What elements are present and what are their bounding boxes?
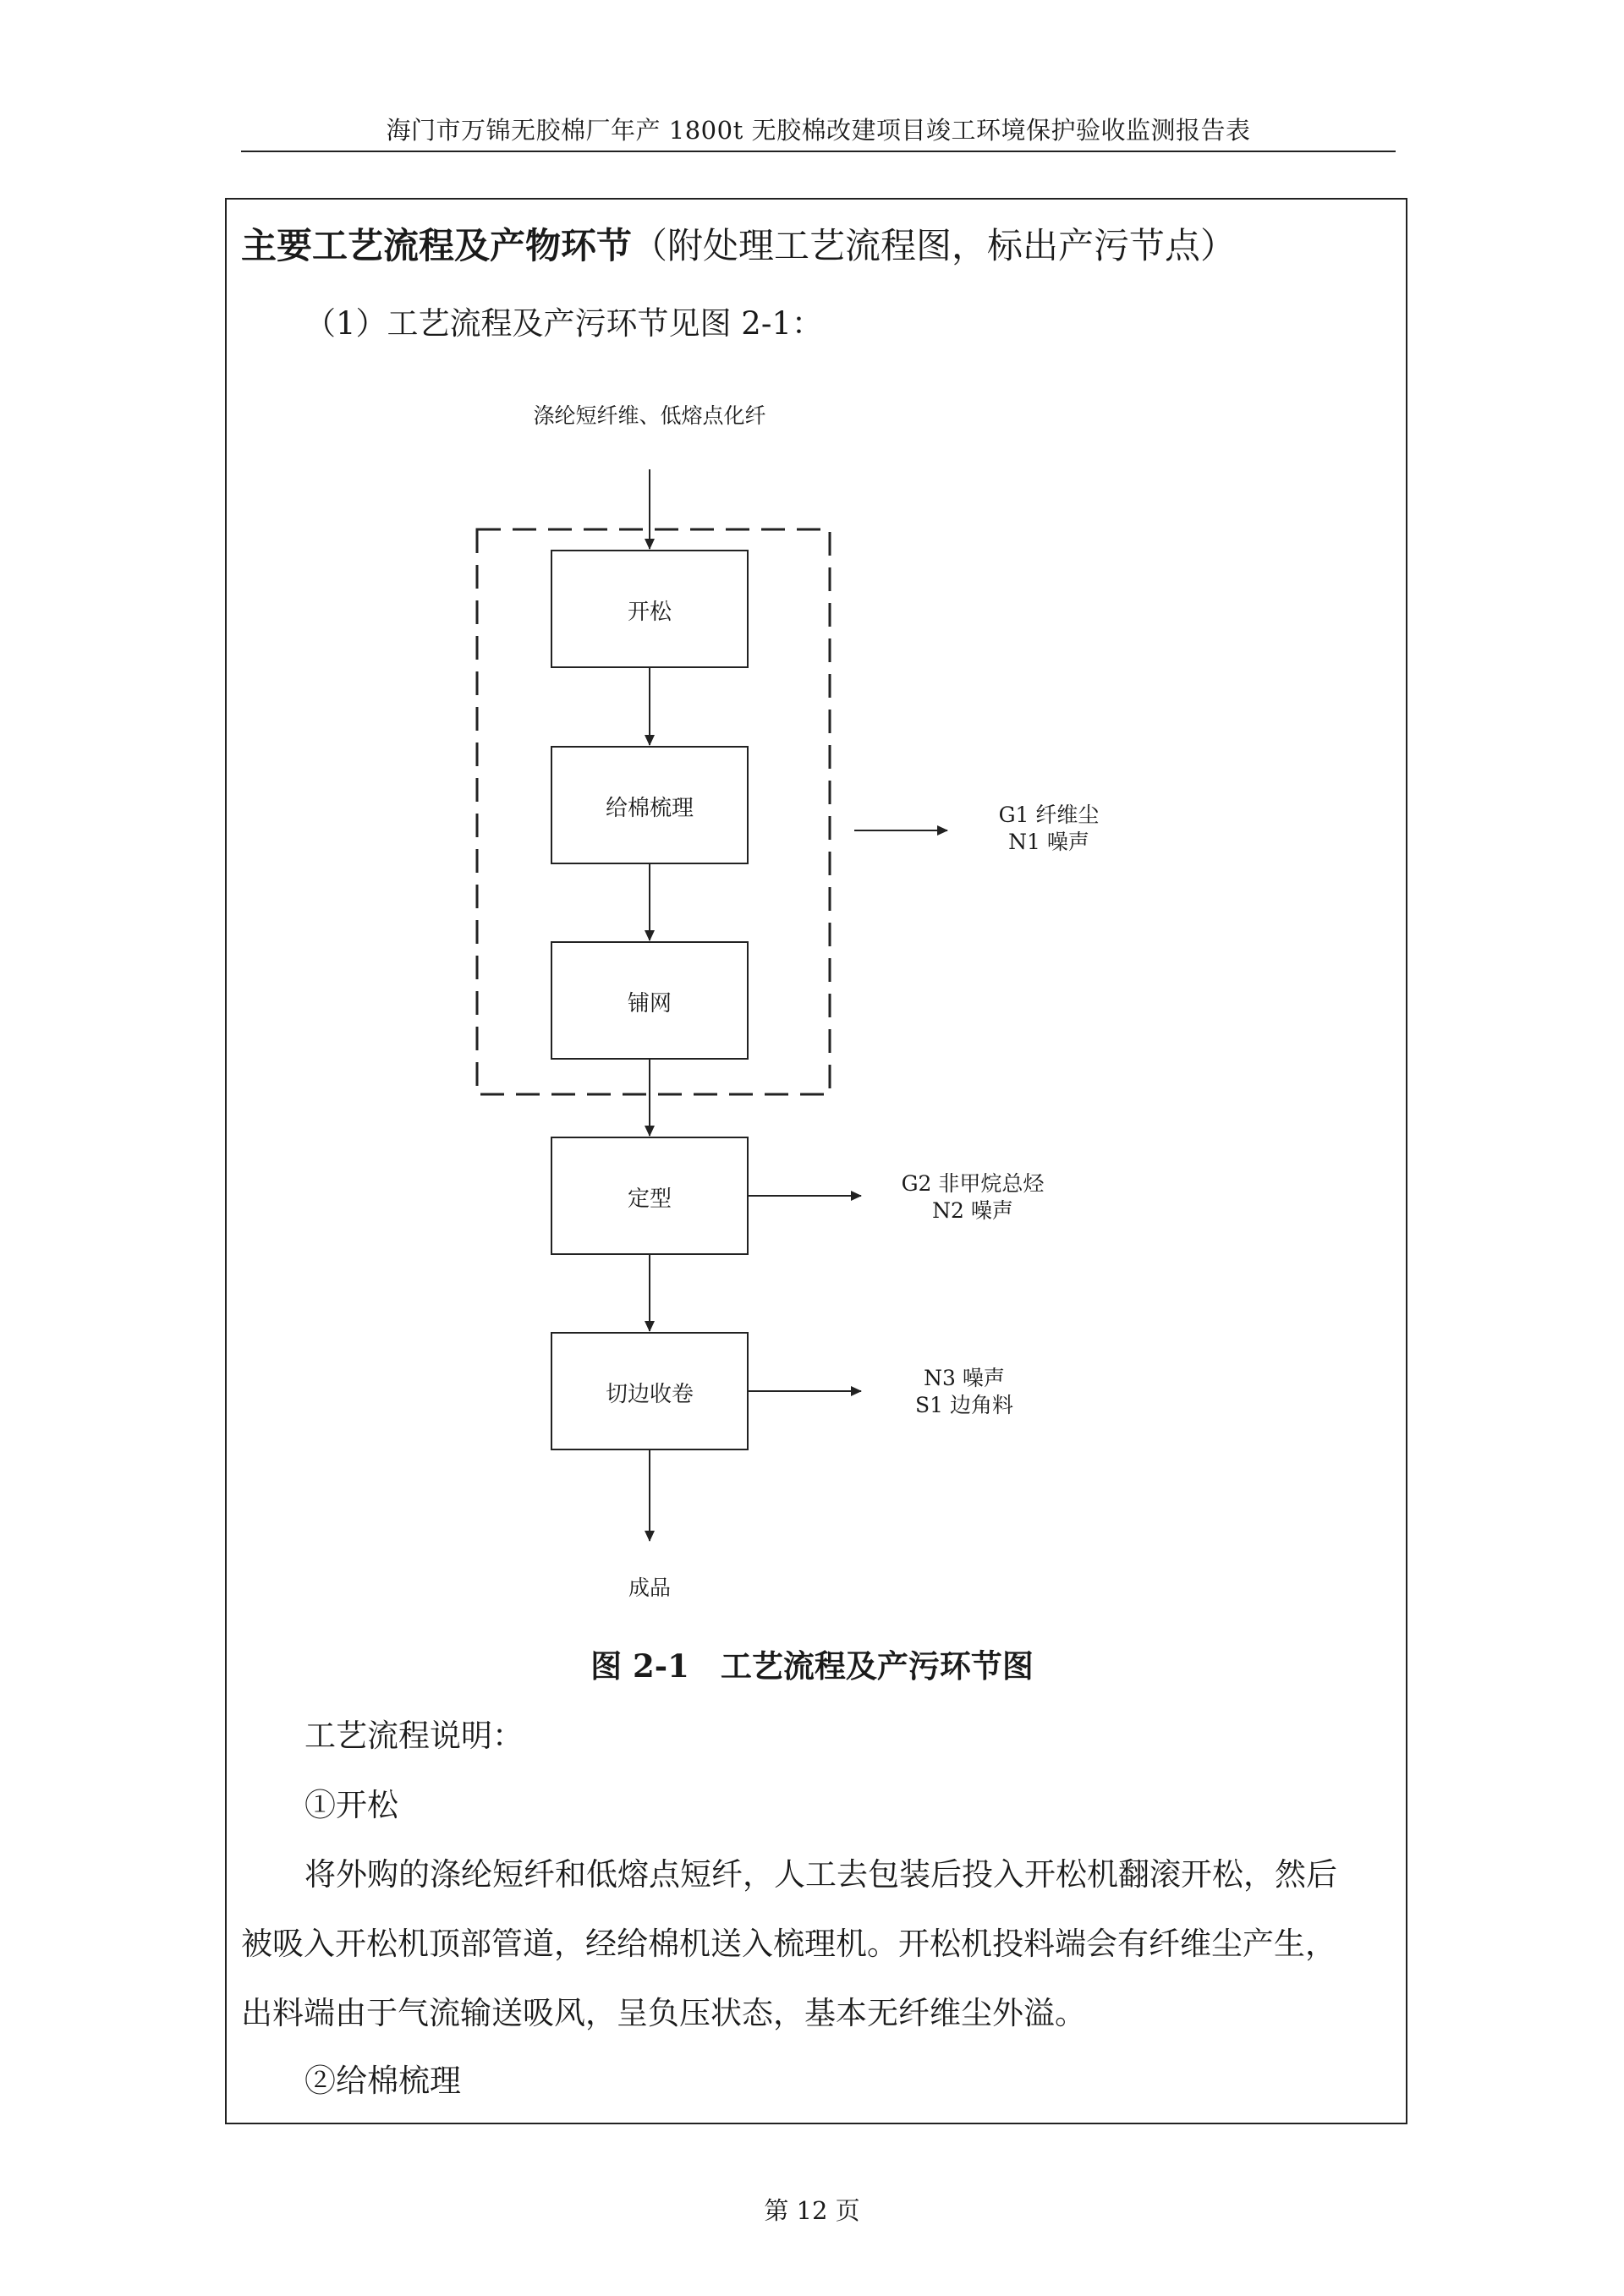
step-label-carding: 给棉梳理 [605,796,694,821]
page-header: 海门市万锦无胶棉厂年产 1800t 无胶棉改建项目竣工环境保护验收监测报告表 [386,116,1251,145]
section-title-note: （附处理工艺流程图，标出产污节点） [632,225,1237,266]
emission-1-line1: G1 纤维尘 [998,803,1100,827]
section-title-main: 主要工艺流程及产物环节 [241,225,633,266]
emission-3-line2: S1 边角料 [915,1393,1013,1417]
page-number: 第 12 页 [764,2196,860,2225]
step-label-web-laying: 铺网 [627,991,672,1016]
emission-1-line2: N1 噪声 [1008,830,1089,854]
flow-output-label: 成品 [628,1575,671,1600]
emission-2-line1: G2 非甲烷总烃 [901,1171,1045,1196]
figure-intro: （1）工艺流程及产污环节见图 2-1： [304,305,823,342]
step-label-trimming: 切边收卷 [605,1382,694,1407]
step-label-opening: 开松 [627,600,672,625]
emission-2-line2: N2 噪声 [932,1198,1013,1223]
item1-title: ①开松 [304,1787,398,1823]
item1-line3: 出料端由于气流输送吸风，呈负压状态，基本无纤维尘外溢。 [241,1995,1086,2031]
item1-line1: 将外购的涤纶短纤和低熔点短纤，人工去包装后投入开松机翻滚开松，然后 [304,1856,1337,1893]
item2-title: ②给棉梳理 [304,2063,461,2099]
flow-input-label: 涤纶短纤维、低熔点化纤 [533,403,766,428]
emission-3-line1: N3 噪声 [924,1366,1005,1390]
item1-line2: 被吸入开松机顶部管道，经给棉机送入梳理机。开松机投料端会有纤维尘产生， [241,1926,1336,1962]
process-intro: 工艺流程说明： [304,1718,524,1754]
step-label-setting: 定型 [627,1186,672,1212]
figure-caption: 图 2-1 工艺流程及产污环节图 [590,1647,1034,1685]
